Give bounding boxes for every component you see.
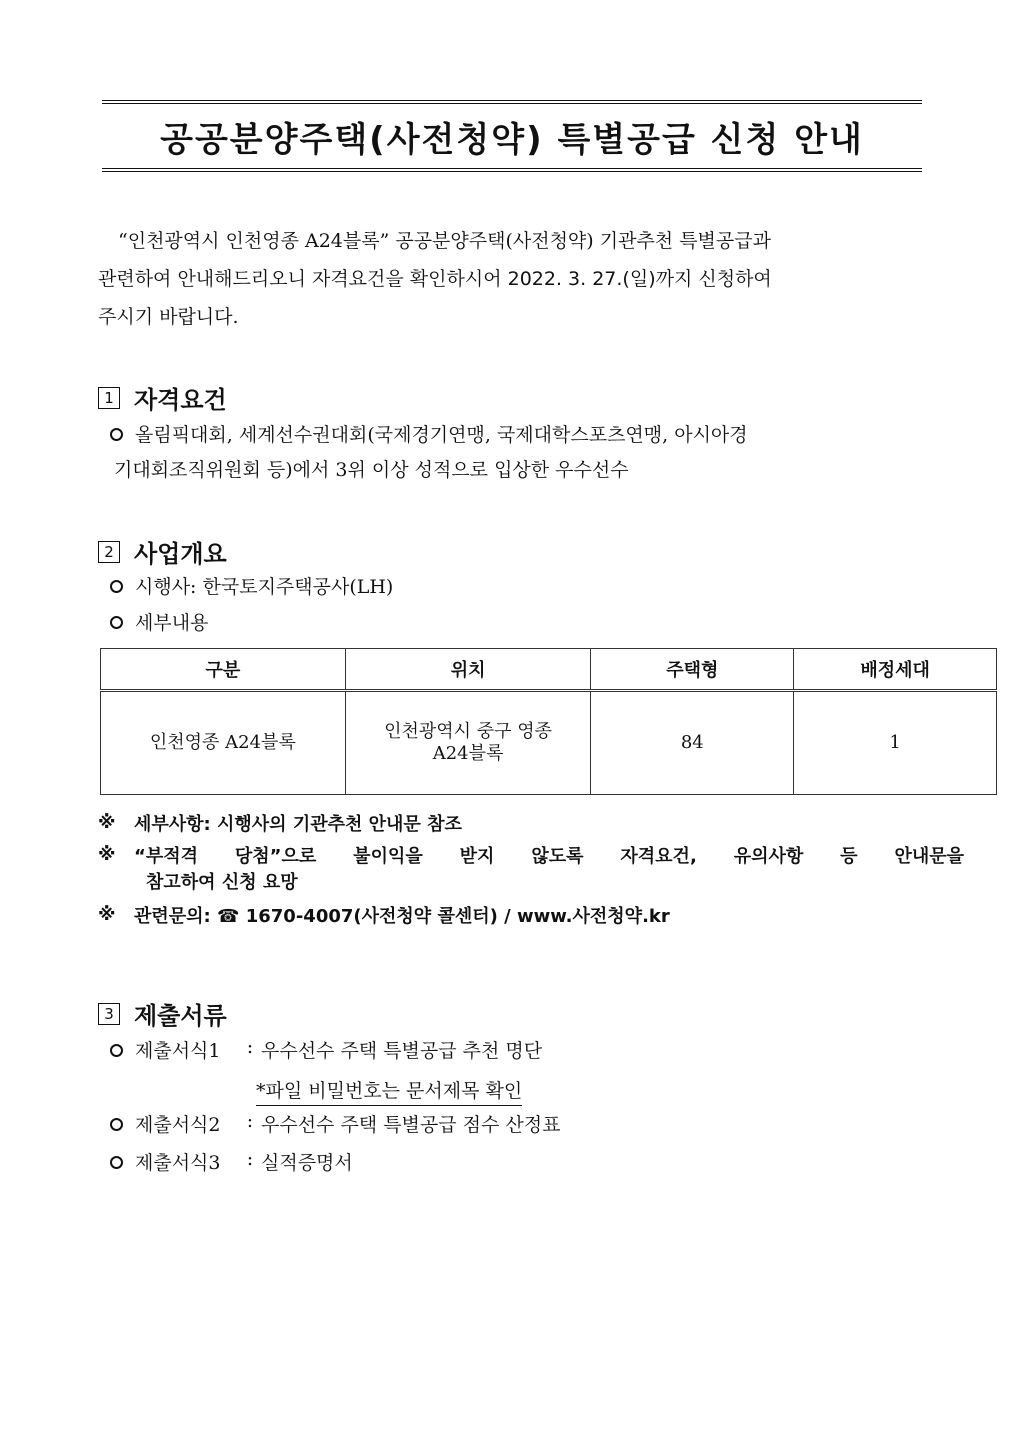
intro-paragraph <box>98 222 930 336</box>
section-2-bullet-1 <box>110 572 393 599</box>
form-1-password-note: *파일 비밀번호는 문서제목 확인 <box>256 1076 522 1106</box>
note-ineligible <box>98 844 964 896</box>
header-housing-type: 주택형 <box>591 649 794 691</box>
circle-bullet-icon <box>110 428 123 441</box>
circle-bullet-icon <box>110 616 123 629</box>
table-header-row <box>101 649 997 691</box>
contact-label: 관련문의: <box>134 906 211 927</box>
form-1-separator: : <box>246 1036 254 1058</box>
form-item-2 <box>110 1110 560 1137</box>
table-row <box>101 691 997 795</box>
form-item-3 <box>110 1148 353 1175</box>
note-mark: ※ <box>98 904 116 925</box>
note-ineligible-line-1: “부적격 당첨”으로 불이익을 받지 않도록 자격요건, 유의사항 등 안내문을 <box>134 846 964 867</box>
contact-info: 1670-4007(사전청약 콜센터) / www.사전청약.kr <box>245 906 670 927</box>
note-mark: ※ <box>98 844 116 865</box>
form-item-1 <box>110 1036 542 1063</box>
section-2-number: 2 <box>98 541 120 563</box>
intro-line-1: “인천광역시 인천영종 A24블록” 공공분양주택(사전청약) 기관추천 특별공급과 <box>118 230 771 252</box>
intro-line-3: 주시기 바랍니다. <box>98 306 239 328</box>
form-1-label: 제출서식1 <box>135 1040 221 1062</box>
section-1-bullet-text: 올림픽대회, 세계선수권대회(국제경기연맹, 국제대학스포츠연맹, 아시아경 <box>135 424 748 446</box>
phone-icon: ☎ <box>217 906 240 927</box>
developer-text: 시행사: 한국토지주택공사(LH) <box>135 576 394 598</box>
section-2-title: 사업개요 <box>134 540 227 568</box>
note-contact <box>98 904 964 930</box>
cell-housing-type: 84 <box>591 691 794 795</box>
section-2-bullet-2 <box>110 608 208 635</box>
section-1-heading <box>98 380 227 415</box>
page-title: 공공분양주택(사전청약) 특별공급 신청 안내 <box>160 119 864 160</box>
form-3-description: 실적증명서 <box>261 1152 353 1174</box>
header-category: 구분 <box>101 649 346 691</box>
section-2-heading <box>98 534 227 569</box>
note-details <box>98 812 964 838</box>
note-mark: ※ <box>98 812 116 833</box>
section-1-bullet-continuation: 기대회조직위원회 등)에서 3위 이상 성적으로 입상한 우수선수 <box>114 459 629 481</box>
details-text: 세부내용 <box>135 612 209 634</box>
circle-bullet-icon <box>110 580 123 593</box>
form-3-separator: : <box>246 1148 254 1170</box>
form-2-separator: : <box>246 1110 254 1132</box>
section-3-heading <box>98 996 227 1031</box>
cell-location-line-2: A24블록 <box>432 743 504 764</box>
deadline-date: 2022. 3. 27.(일) <box>507 268 656 290</box>
header-allocated-units: 배정세대 <box>794 649 997 691</box>
cell-location <box>345 691 591 795</box>
cell-allocated-units: 1 <box>794 691 997 795</box>
form-2-description: 우수선수 주택 특별공급 점수 산정표 <box>261 1114 561 1136</box>
note-ineligible-line-2: 참고하여 신청 요망 <box>146 872 298 893</box>
project-table <box>100 648 997 795</box>
intro-line-2 <box>98 260 930 298</box>
section-3-title: 제출서류 <box>134 1002 227 1030</box>
circle-bullet-icon <box>110 1156 123 1169</box>
form-3-label: 제출서식3 <box>135 1152 221 1174</box>
intro-line-2-b: 까지 신청하여 <box>655 268 772 290</box>
circle-bullet-icon <box>110 1118 123 1131</box>
section-1-bullet <box>110 420 748 447</box>
section-1-number: 1 <box>98 387 120 409</box>
title-box <box>102 100 922 172</box>
note-details-text: 세부사항: 시행사의 기관추천 안내문 참조 <box>134 814 462 835</box>
header-location: 위치 <box>345 649 591 691</box>
form-2-label: 제출서식2 <box>135 1114 221 1136</box>
cell-location-line-1: 인천광역시 중구 영종 <box>384 721 553 742</box>
section-3-number: 3 <box>98 1003 120 1025</box>
intro-line-2-a: 관련하여 안내해드리오니 자격요건을 확인하시어 <box>98 268 502 290</box>
circle-bullet-icon <box>110 1044 123 1057</box>
form-1-description: 우수선수 주택 특별공급 추천 명단 <box>261 1040 543 1062</box>
section-1-title: 자격요건 <box>134 386 227 414</box>
cell-category: 인천영종 A24블록 <box>101 691 346 795</box>
